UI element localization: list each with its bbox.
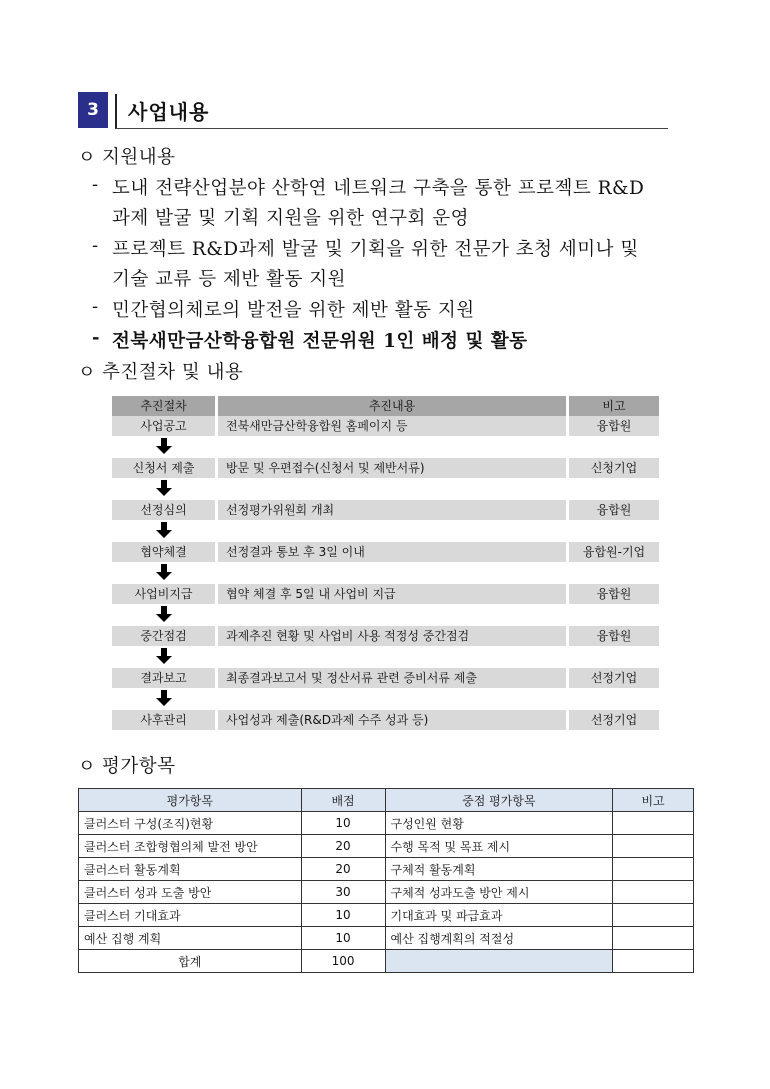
evaluation-header-row bbox=[79, 789, 694, 812]
table-row bbox=[79, 835, 694, 858]
eval-focus: 구체적 성과도출 방안 제시 bbox=[385, 881, 613, 904]
procedure-row bbox=[112, 710, 659, 730]
support-item-4: 전북새만금산학융합원 전문위원 1인 배정 및 활동 bbox=[112, 331, 528, 352]
procedure-step: 선정심의 bbox=[112, 500, 215, 520]
procedure-step: 중간점검 bbox=[112, 626, 215, 646]
eval-focus: 수행 목적 및 목표 제시 bbox=[385, 835, 613, 858]
procedure-content: 전북새만금산학융합원 홈페이지 등 bbox=[218, 416, 566, 436]
procedure-step: 사업비지급 bbox=[112, 584, 215, 604]
procedure-content: 과제추진 현황 및 사업비 사용 적정성 중간점검 bbox=[218, 626, 566, 646]
support-item-1: 도내 전략산업분야 산학연 네트워크 구축을 통한 프로젝트 R&D bbox=[112, 178, 645, 199]
down-arrow-icon bbox=[156, 564, 172, 582]
down-arrow-icon bbox=[156, 480, 172, 498]
down-arrow-icon bbox=[156, 690, 172, 708]
down-arrow-icon bbox=[156, 522, 172, 540]
eval-total-score: 100 bbox=[301, 950, 385, 973]
procedure-content: 최종결과보고서 및 정산서류 관련 증비서류 제출 bbox=[218, 668, 566, 688]
procedure-note: 선정기업 bbox=[569, 710, 659, 730]
procedure-row bbox=[112, 668, 659, 688]
eval-item: 클러스터 성과 도출 방안 bbox=[79, 881, 302, 904]
procedure-step: 협약체결 bbox=[112, 542, 215, 562]
procedure-note: 융합원 bbox=[569, 500, 659, 520]
procedure-row bbox=[112, 416, 659, 436]
down-arrow-icon bbox=[156, 606, 172, 624]
eval-score: 20 bbox=[301, 835, 385, 858]
procedure-header-row bbox=[112, 396, 659, 416]
support-item-2: 프로젝트 R&D과제 발굴 및 기획을 위한 전문가 초청 세미나 및 bbox=[112, 239, 639, 260]
eval-total-focus-empty bbox=[385, 950, 613, 973]
eval-item: 클러스터 조합형협의체 발전 방안 bbox=[79, 835, 302, 858]
procedure-row bbox=[112, 458, 659, 478]
heading-evaluation: 평가항목 bbox=[102, 756, 176, 777]
procedure-note: 융합원 bbox=[569, 416, 659, 436]
procedure-step: 사업공고 bbox=[112, 416, 215, 436]
procedure-step: 결과보고 bbox=[112, 668, 215, 688]
section-divider bbox=[115, 94, 117, 128]
eval-item: 클러스터 기대효과 bbox=[79, 904, 302, 927]
support-item-3: 민간협의체로의 발전을 위한 제반 활동 지원 bbox=[112, 300, 475, 321]
procedure-content: 사업성과 제출(R&D과제 수주 성과 등) bbox=[218, 710, 566, 730]
bullet-dash: - bbox=[92, 327, 100, 348]
eval-item: 예산 집행 계획 bbox=[79, 927, 302, 950]
procedure-note: 융합원-기업 bbox=[569, 542, 659, 562]
eval-focus: 구체적 활동계획 bbox=[385, 858, 613, 881]
eval-note bbox=[613, 904, 694, 927]
eval-item: 클러스터 활동계획 bbox=[79, 858, 302, 881]
eval-header-focus: 중점 평가항목 bbox=[385, 789, 613, 812]
eval-score: 20 bbox=[301, 858, 385, 881]
procedure-step: 사후관리 bbox=[112, 710, 215, 730]
procedure-row bbox=[112, 500, 659, 520]
section-underline bbox=[115, 128, 668, 129]
eval-total-label: 합계 bbox=[79, 950, 302, 973]
procedure-row bbox=[112, 626, 659, 646]
section-header bbox=[78, 92, 668, 130]
procedure-content: 협약 체결 후 5일 내 사업비 지급 bbox=[218, 584, 566, 604]
procedure-note: 융합원 bbox=[569, 626, 659, 646]
procedure-header-step: 추진절차 bbox=[112, 396, 215, 416]
procedure-note: 선정기업 bbox=[569, 668, 659, 688]
eval-note bbox=[613, 835, 694, 858]
eval-score: 10 bbox=[301, 927, 385, 950]
procedure-content: 방문 및 우편접수(신청서 및 제반서류) bbox=[218, 458, 566, 478]
evaluation-table bbox=[78, 788, 694, 973]
eval-note bbox=[613, 927, 694, 950]
heading-support: 지원내용 bbox=[102, 147, 176, 168]
procedure-note: 융합원 bbox=[569, 584, 659, 604]
procedure-content: 선정평가위원회 개최 bbox=[218, 500, 566, 520]
bullet-circle: ㅇ bbox=[78, 756, 96, 777]
procedure-step: 신청서 제출 bbox=[112, 458, 215, 478]
bullet-dash: - bbox=[92, 296, 99, 317]
heading-procedure: 추진절차 및 내용 bbox=[102, 362, 244, 383]
total-row bbox=[79, 950, 694, 973]
support-item-1-cont: 과제 발굴 및 기획 지원을 위한 연구회 운영 bbox=[112, 208, 469, 229]
procedure-row bbox=[112, 542, 659, 562]
eval-note bbox=[613, 812, 694, 835]
bullet-circle: ㅇ bbox=[78, 147, 96, 168]
table-row bbox=[79, 858, 694, 881]
down-arrow-icon bbox=[156, 648, 172, 666]
section-title: 사업내용 bbox=[128, 100, 210, 124]
eval-note bbox=[613, 858, 694, 881]
procedure-header-note: 비고 bbox=[569, 396, 659, 416]
eval-focus: 기대효과 및 파급효과 bbox=[385, 904, 613, 927]
section-number: 3 bbox=[78, 92, 108, 128]
eval-header-score: 배점 bbox=[301, 789, 385, 812]
procedure-content: 선정결과 통보 후 3일 이내 bbox=[218, 542, 566, 562]
eval-score: 30 bbox=[301, 881, 385, 904]
eval-score: 10 bbox=[301, 812, 385, 835]
bullet-circle: ㅇ bbox=[78, 362, 96, 383]
eval-header-item: 평가항목 bbox=[79, 789, 302, 812]
procedure-note: 신청기업 bbox=[569, 458, 659, 478]
bullet-dash: - bbox=[92, 174, 99, 195]
procedure-row bbox=[112, 584, 659, 604]
down-arrow-icon bbox=[156, 438, 172, 456]
support-item-2-cont: 기술 교류 등 제반 활동 지원 bbox=[112, 269, 346, 290]
eval-header-note: 비고 bbox=[613, 789, 694, 812]
eval-note bbox=[613, 881, 694, 904]
eval-total-note-empty bbox=[613, 950, 694, 973]
procedure-header-content: 추진내용 bbox=[218, 396, 566, 416]
table-row bbox=[79, 927, 694, 950]
eval-focus: 예산 집행계획의 적절성 bbox=[385, 927, 613, 950]
eval-score: 10 bbox=[301, 904, 385, 927]
eval-item: 클러스터 구성(조직)현황 bbox=[79, 812, 302, 835]
table-row bbox=[79, 904, 694, 927]
table-row bbox=[79, 812, 694, 835]
bullet-dash: - bbox=[92, 235, 99, 256]
eval-focus: 구성인원 현황 bbox=[385, 812, 613, 835]
table-row bbox=[79, 881, 694, 904]
